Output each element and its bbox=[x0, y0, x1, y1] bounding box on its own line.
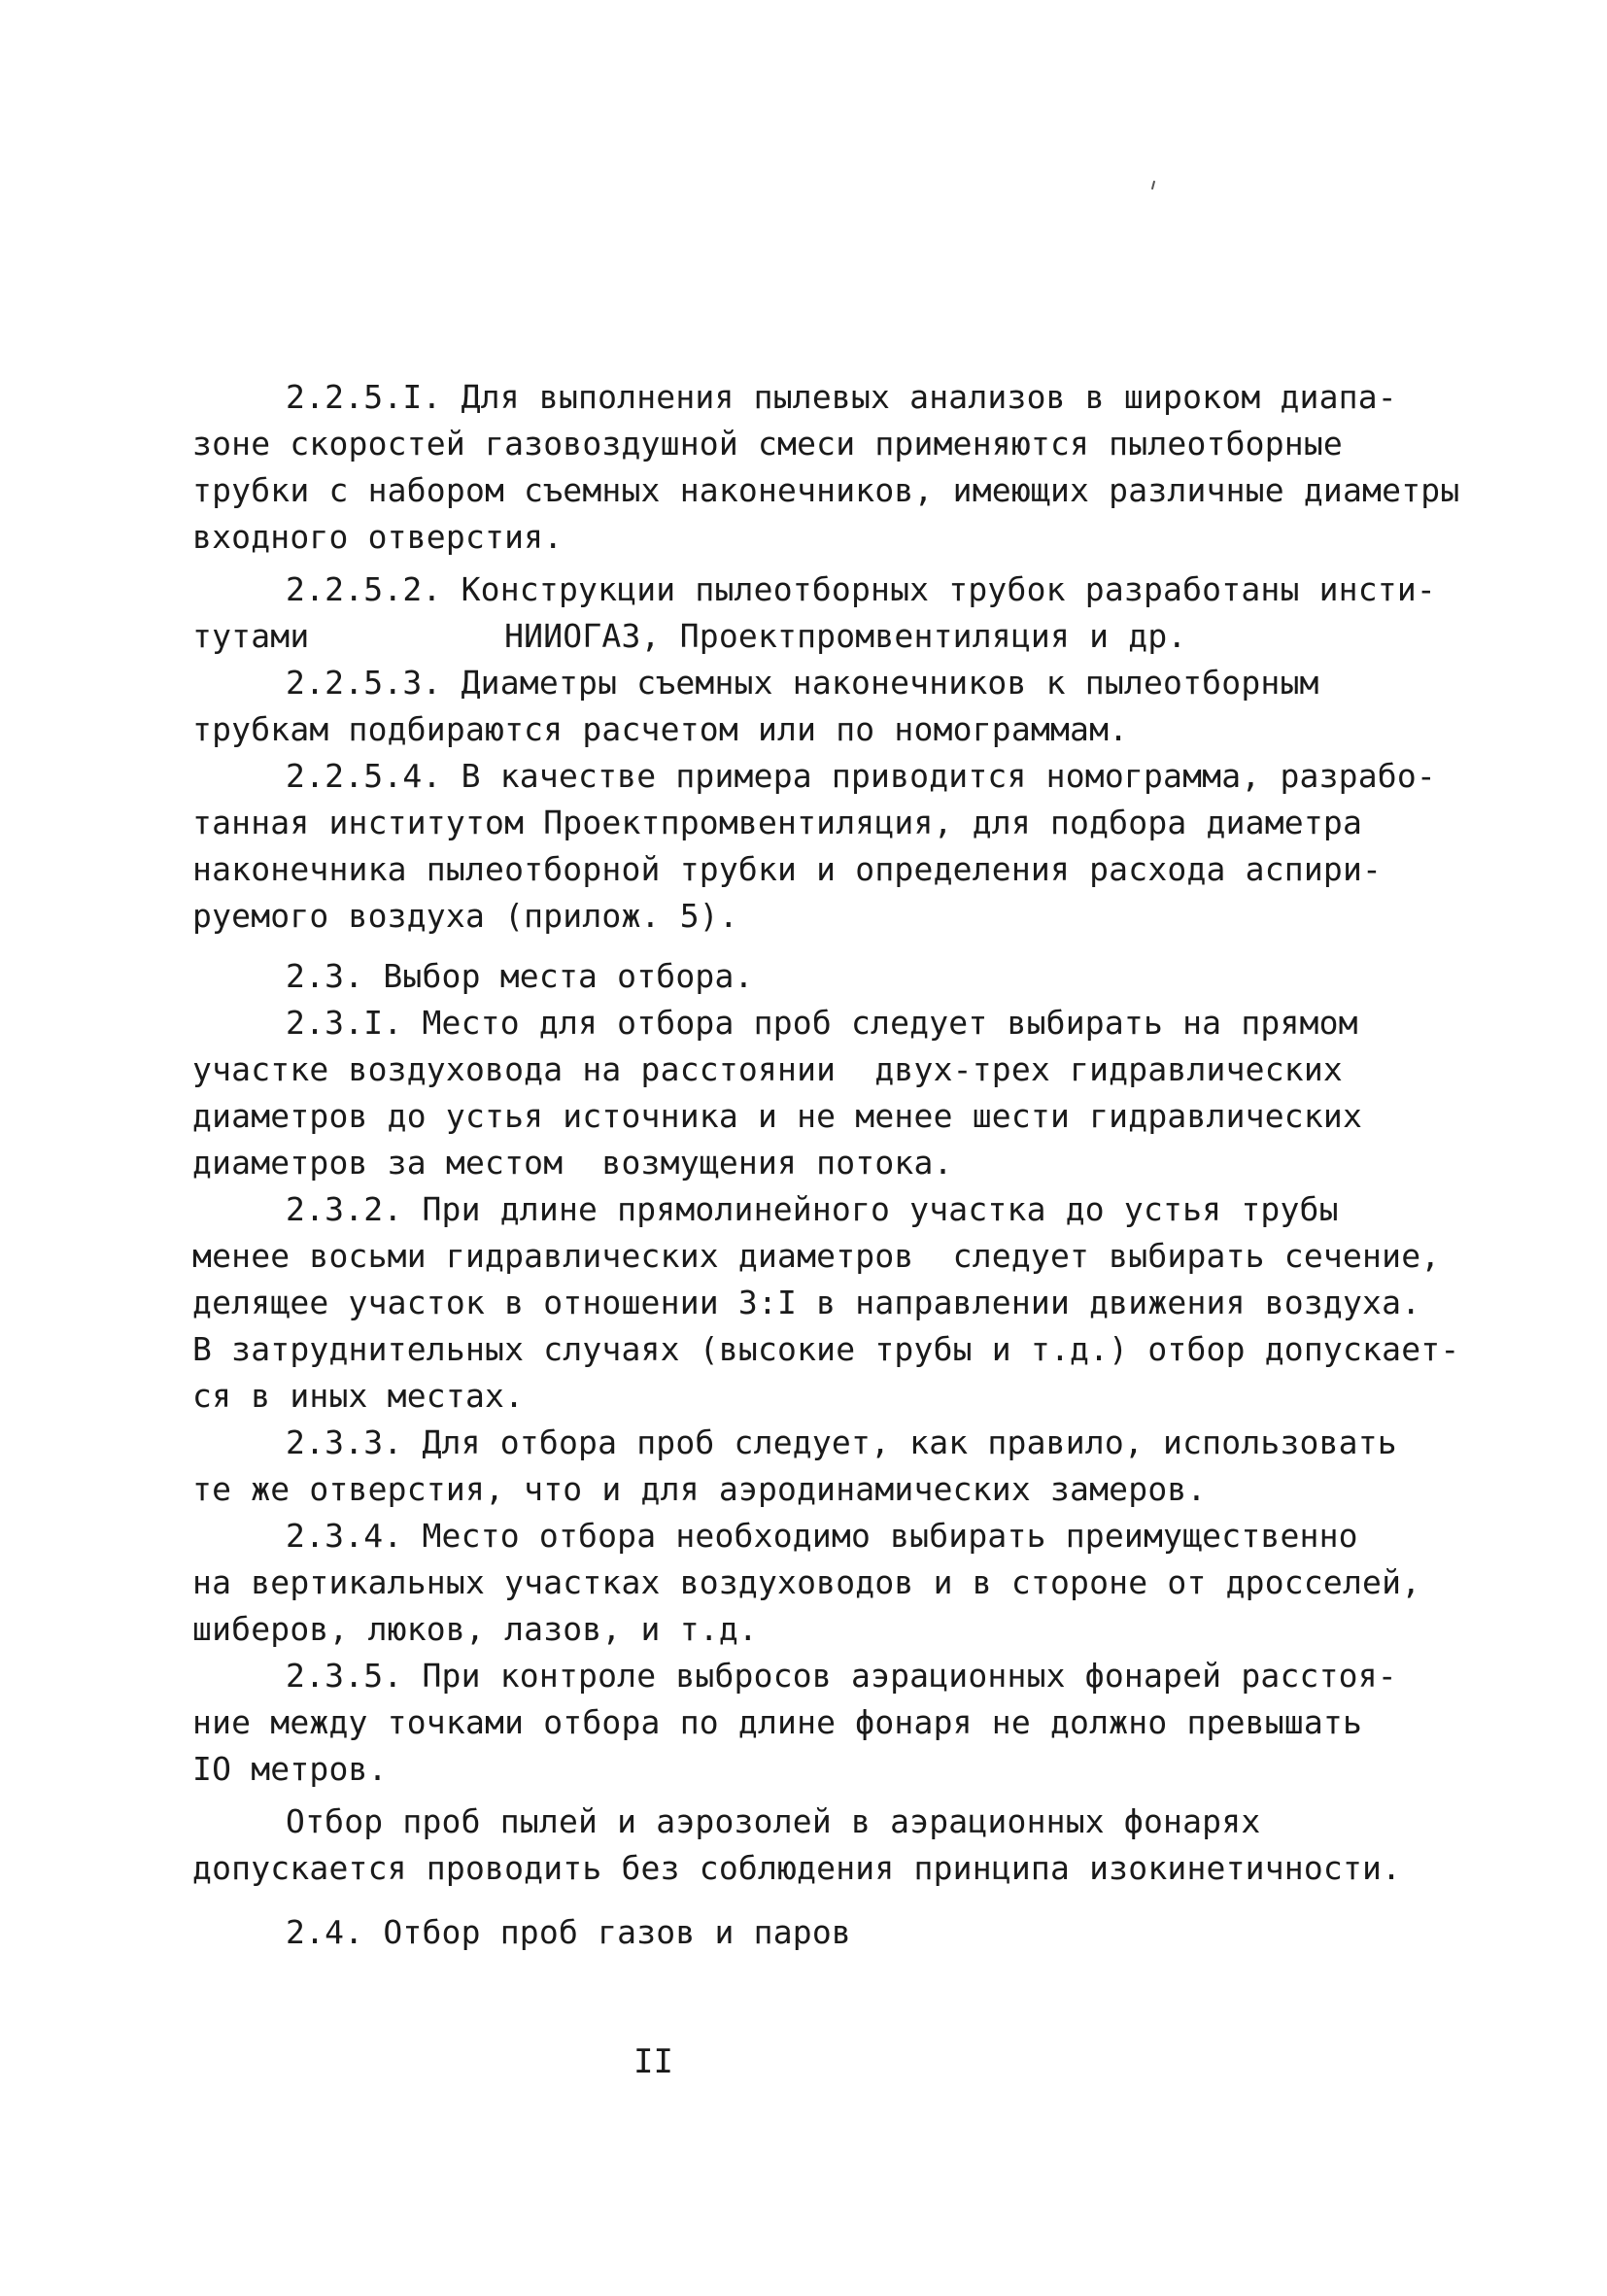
section-heading-2-4 bbox=[192, 1909, 1446, 1956]
paragraph-note bbox=[192, 1799, 1446, 1892]
paragraph-line: ся в иных местах. bbox=[192, 1377, 525, 1415]
paragraph-line: 2.2.5.2. Конструкции пылеотборных трубок разработаны инсти- bbox=[286, 570, 1436, 608]
stray-mark bbox=[1151, 181, 1155, 189]
paragraph-line: 2.2.5.4. В качестве примера приводится номограмма, разрабо- bbox=[286, 757, 1436, 795]
paragraph-line: на вертикальных участках воздуховодов и в стороне от дросселей, bbox=[192, 1563, 1421, 1601]
paragraph-line: наконечника пылеотборной трубки и определения расхода аспири- bbox=[192, 850, 1383, 888]
paragraph-2-2-5-1 bbox=[192, 374, 1460, 561]
paragraph-line: Отбор проб пылей и аэрозолей в аэрационных фонарях bbox=[286, 1802, 1261, 1840]
page-number: II bbox=[633, 2042, 673, 2081]
paragraph-line: 2.3.5. При контроле выбросов аэрационных фонарей расстоя- bbox=[286, 1657, 1397, 1695]
paragraph-line: 2.3.4. Место отбора необходимо выбирать преимущественно bbox=[286, 1517, 1358, 1555]
paragraph-line: 2.3.2. При длине прямолинейного участка до устья трубы bbox=[286, 1190, 1339, 1228]
paragraph-line: трубки с набором съемных наконечников, имеющих различные диаметры bbox=[192, 471, 1460, 509]
paragraph-line: те же отверстия, что и для аэродинамических замеров. bbox=[192, 1470, 1207, 1508]
paragraph-2-2-5-2 bbox=[192, 566, 1446, 660]
paragraph-line: диаметров до устья источника и не менее шести гидравлических bbox=[192, 1097, 1363, 1135]
document-body bbox=[192, 374, 1460, 1956]
paragraph-line: В затруднительных случаях (высокие трубы и т.д.) отбор допускает- bbox=[192, 1330, 1460, 1368]
paragraph-line: 2.2.5.I. Для выполнения пылевых анализов в широком диапа- bbox=[286, 378, 1397, 416]
section-heading-2-3 bbox=[192, 953, 1446, 1000]
paragraph-line: 2.3.3. Для отбора проб следует, как правило, использовать bbox=[286, 1423, 1397, 1461]
paragraph-line: 2.2.5.3. Диаметры съемных наконечников к пылеотборным bbox=[286, 664, 1319, 702]
paragraph-line: делящее участок в отношении 3:I в направлении движения воздуха. bbox=[192, 1284, 1421, 1321]
paragraph-line: менее восьми гидравлических диаметров следует выбирать сечение, bbox=[192, 1237, 1441, 1275]
paragraph-2-3-2 bbox=[192, 1186, 1460, 1420]
paragraph-line: тутами НИИОГАЗ, Проектпромвентиляция и др. bbox=[192, 617, 1187, 655]
paragraph-2-2-5-3 bbox=[192, 660, 1446, 753]
paragraph-line: руемого воздуха (прилож. 5). bbox=[192, 897, 738, 935]
paragraph-line: входного отверстия. bbox=[192, 518, 564, 556]
paragraph-2-3-1 bbox=[192, 1000, 1446, 1186]
paragraph-line: участке воздуховода на расстоянии двух-трех гидравлических bbox=[192, 1050, 1343, 1088]
section-heading: 2.3. Выбор места отбора. bbox=[286, 957, 754, 995]
paragraph-line: танная институтом Проектпромвентиляция, для подбора диаметра bbox=[192, 804, 1363, 841]
paragraph-2-3-5 bbox=[192, 1653, 1446, 1793]
paragraph-line: диаметров за местом возмущения потока. bbox=[192, 1144, 953, 1182]
section-heading: 2.4. Отбор проб газов и паров bbox=[286, 1913, 851, 1951]
paragraph-line: трубкам подбираются расчетом или по номограммам. bbox=[192, 710, 1129, 748]
paragraph-line: 2.3.I. Место для отбора проб следует выбирать на прямом bbox=[286, 1004, 1358, 1042]
paragraph-2-3-4 bbox=[192, 1513, 1446, 1653]
paragraph-line: IO метров. bbox=[192, 1750, 388, 1788]
paragraph-line: зоне скоростей газовоздушной смеси применяются пылеотборные bbox=[192, 425, 1343, 463]
paragraph-line: ние между точками отбора по длине фонаря не должно превышать bbox=[192, 1703, 1363, 1741]
paragraph-line: шиберов, люков, лазов, и т.д. bbox=[192, 1610, 758, 1648]
paragraph-line: допускается проводить без соблюдения принципа изокинетичности. bbox=[192, 1849, 1402, 1887]
paragraph-2-2-5-4 bbox=[192, 753, 1446, 940]
paragraph-2-3-3 bbox=[192, 1420, 1446, 1513]
